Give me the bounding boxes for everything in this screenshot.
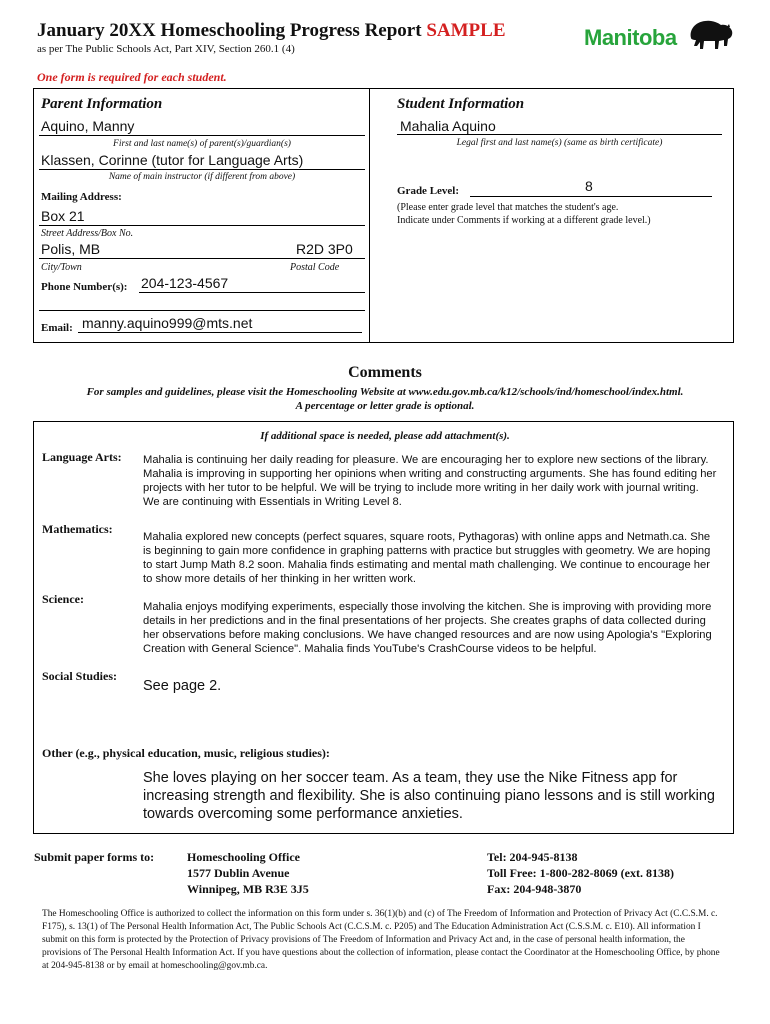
logo-text: Manitoba [584,25,677,50]
parent-name-line [39,135,365,136]
email-field[interactable]: manny.aquino999@mts.net [82,315,253,331]
city-field[interactable]: Polis, MB [41,241,101,257]
street-caption: Street Address/Box No. [41,228,134,239]
sample-label: SAMPLE [426,20,506,41]
submit-label: Submit paper forms to: [34,850,155,864]
email-label: Email: [41,322,73,334]
instructor-caption: Name of main instructor (if different from above) [108,172,296,182]
math-text[interactable]: Mahalia explored new concepts (perfect squares, square roots, Pythagoras) with online apps and Netmath.ca. She is beginning to gain more confidence in graphing patterns with practice but struggles with geometry. We are hoping to start Jump Math 8.2 soon. Mahalia finds estimating and mental math challenging. We continue to encourage her to show more details of her thinking in her written work. [143,531,711,585]
office-address [187,849,309,897]
comments-guide [0,385,770,413]
toll-free: Toll Free: 1-800-282-8069 (ext. 8138) [487,866,674,880]
privacy-notice: The Homeschooling Office is authorized to collect the information on this form under s. 36(1)(b) and (c) of The Freedom of Information and Protection of Privacy Act (C.C.S.M. c. F175), s. 13(1) of The Personal Health Information Act, The Public Schools Act (C.C.S.M. c. P205) and The Education Administration Act (C.S.S.M. c. E10). All information I submit on this form is protected by the Protection of Privacy provisions of The Freedom of Information and Privacy Act and, in the case of personal health information, the provisions of The Personal Health Information Act. If you have questions about the collection of information, please contact the Coordinator at the Homeschooling Office, by phone at 204-945-8138 or by email at homeschooling@gov.mb.ca. [42,909,720,971]
parent-heading: Parent Information [41,96,163,112]
info-divider [369,89,370,342]
one-form-note: One form is required for each student. [37,70,227,84]
city-line [39,258,365,259]
student-name-field[interactable]: Mahalia Aquino [400,118,496,134]
instructor-line [39,169,365,170]
grade-note-2: Indicate under Comments if working at a different grade level.) [397,215,651,226]
parent-name-field[interactable]: Aquino, Manny [41,118,135,134]
other-text[interactable]: She loves playing on her soccer team. As a team, they use the Nike Fitness app for increasing strength and flexibility. She is also continuing piano lessons and is still working towards overcoming some performance anxieties. [143,770,715,822]
science-text[interactable]: Mahalia enjoys modifying experiments, especially those involving the kitchen. She is improving with providing more details in her predictions and in the final presentations of her projects. She creates graphs of data collected during her observations before making conclusions. We have changed resources and are now using Apologia's "Exploring Creation with General Science". Mahalia finds YouTube's CrashCourse videos to be helpful. [143,601,712,655]
city-caption: City/Town [41,262,82,273]
grade-line [470,196,712,197]
attachment-note: If additional space is needed, please add attachment(s). [260,430,510,442]
manitoba-logo [584,16,734,56]
fax: Fax: 204-948-3870 [487,882,582,896]
phone-field[interactable]: 204-123-4567 [141,275,229,291]
street-field[interactable]: Box 21 [41,208,85,224]
language-arts-text[interactable]: Mahalia is continuing her daily reading for pleasure. We are encouraging her to explore new sections of the library. Mahalia is improving in supporting her opinions when writing and constructing arguments. She has found editing her projects with her tutor to be helpful. We will be trying to include more writing in her daily work with journal writing. We are continuing with Essentials in Writing Level 8. [143,454,717,508]
student-name-caption: Legal first and last name(s) (same as birth certificate) [456,138,663,148]
subtitle: as per The Public Schools Act, Part XIV, Section 260.1 (4) [37,43,295,55]
student-heading: Student Information [397,96,525,112]
instructor-field[interactable]: Klassen, Corinne (tutor for Language Arts) [41,152,304,168]
postal-caption: Postal Code [290,262,340,273]
phone-line-2 [39,310,365,311]
contact-info [487,849,674,897]
guide-line-2: A percentage or letter grade is optional. [295,400,475,412]
office-line-1: Homeschooling Office [187,850,300,864]
email-line [78,332,362,333]
social-label: Social Studies: [42,669,118,683]
street-line [39,225,365,226]
student-name-line [397,134,722,135]
parent-name-caption: First and last name(s) of parent(s)/guardian(s) [113,139,291,149]
other-label: Other (e.g., physical education, music, religious studies): [42,746,330,760]
science-label: Science: [42,592,84,606]
phone-label: Phone Number(s): [41,281,128,293]
comments-title: Comments [348,364,422,381]
page-title: January 20XX Homeschooling Progress Report SAMPLE [37,20,506,41]
guide-line-1: For samples and guidelines, please visit the Homeschooling Website at www.edu.gov.mb.ca/k12/schools/ind/homeschool/index.html. [86,386,684,398]
mailing-label: Mailing Address: [41,191,122,203]
social-text[interactable]: See page 2. [143,678,222,694]
language-arts-label: Language Arts: [42,450,122,464]
bison-icon [687,16,735,54]
grade-note-1: (Please enter grade level that matches the student's age. [397,202,619,213]
grade-field[interactable]: 8 [585,178,593,194]
tel: Tel: 204-945-8138 [487,850,578,864]
postal-field[interactable]: R2D 3P0 [296,241,353,257]
math-label: Mathematics: [42,522,113,536]
office-line-2: 1577 Dublin Avenue [187,866,290,880]
office-line-3: Winnipeg, MB R3E 3J5 [187,882,309,896]
grade-label: Grade Level: [397,185,460,197]
phone-line [139,292,365,293]
